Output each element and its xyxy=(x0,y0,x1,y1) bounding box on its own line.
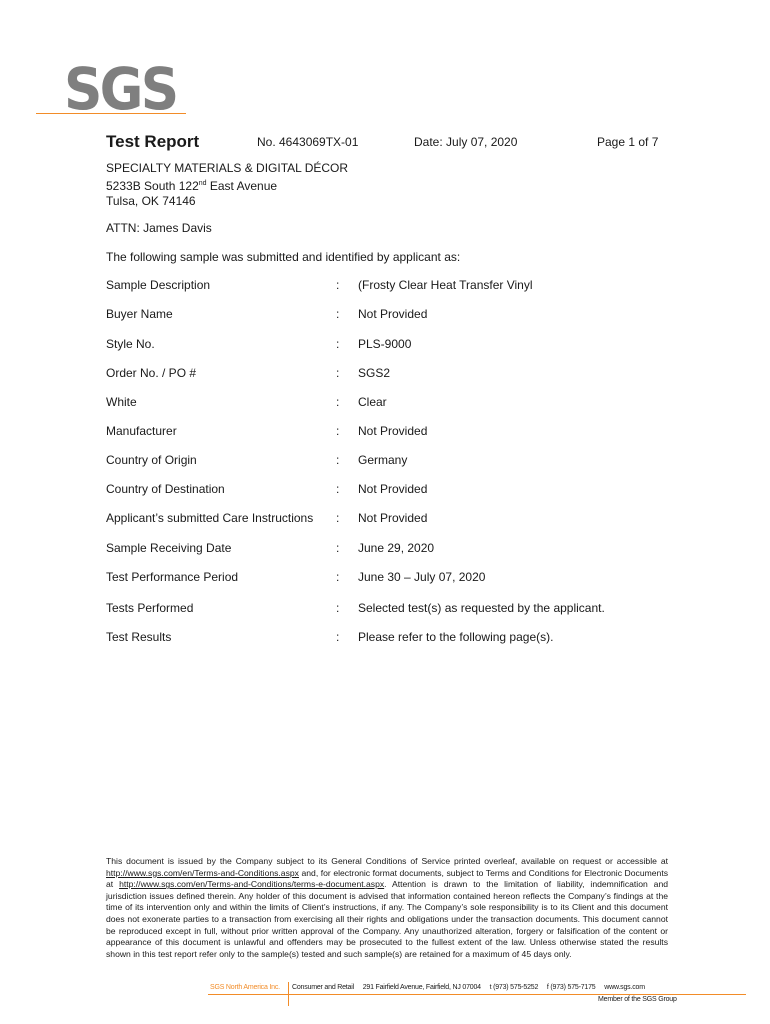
detail-row-order-no xyxy=(106,366,666,382)
detail-value: Not Provided xyxy=(358,482,428,496)
intro-text: The following sample was submitted and identified by applicant as: xyxy=(106,250,461,264)
detail-colon: : xyxy=(336,307,340,321)
detail-row-performance-period xyxy=(106,570,666,586)
detail-row-country-of-origin xyxy=(106,453,666,469)
attention-line: ATTN: James Davis xyxy=(106,221,212,235)
street-start: 5233B South 122 xyxy=(106,179,199,193)
footer-company: SGS North America Inc. xyxy=(210,984,280,991)
detail-label: Country of Origin xyxy=(106,453,197,467)
client-city: Tulsa, OK 74146 xyxy=(106,194,196,208)
logo-underline xyxy=(36,113,186,114)
legal-disclaimer xyxy=(106,856,668,960)
detail-value: PLS-9000 xyxy=(358,337,412,351)
detail-row-white xyxy=(106,395,666,411)
detail-colon: : xyxy=(336,541,340,555)
detail-label: Sample Receiving Date xyxy=(106,541,232,555)
footer-phone: t (973) 575-5252 xyxy=(489,984,539,991)
detail-row-care-instructions xyxy=(106,511,666,527)
detail-colon: : xyxy=(336,337,340,351)
footer-member: Member of the SGS Group xyxy=(598,996,677,1003)
detail-colon: : xyxy=(336,424,340,438)
detail-value: Not Provided xyxy=(358,307,428,321)
client-address xyxy=(106,161,348,209)
detail-label: Sample Description xyxy=(106,278,211,292)
street-ordinal: nd xyxy=(198,180,207,187)
e-document-terms-link[interactable]: http://www.sgs.com/en/Terms-and-Conditions/terms-e-document.aspx xyxy=(119,879,385,890)
disclaimer-text-3: . Attention is drawn to the limitation of liability, indemnification and jurisdiction issues defined therein. Any holder of this document is advised that information contained hereon reflects the Company’s findings at the time of its intervention only and within the limits of Client’s instructions, if any. The Company’s sole responsibility is to its Client and this document does not exonerate parties to a transaction from exercising all their rights and obligations under the transaction documents. This document cannot be reproduced except in full, without prior written approval of the Company. Any unauthorized alteration, forgery or falsification of the content or appearance of this document is unlawful and offenders may be prosecuted to the fullest extent of the law. Unless otherwise stated the results shown in this test report refer only to the sample(s) tested and such sample(s) are retained for a maximum of 45 days only. xyxy=(106,879,668,959)
detail-row-sample-description xyxy=(106,278,666,294)
sgs-logo: SGS xyxy=(64,55,177,123)
detail-label: White xyxy=(106,395,137,409)
detail-colon: : xyxy=(336,366,340,380)
detail-label: Order No. / PO # xyxy=(106,366,197,380)
detail-value: Not Provided xyxy=(358,511,428,525)
detail-row-test-results xyxy=(106,630,666,646)
detail-label: Style No. xyxy=(106,337,155,351)
detail-colon: : xyxy=(336,511,340,525)
detail-label: Manufacturer xyxy=(106,424,177,438)
detail-colon: : xyxy=(336,601,340,615)
detail-value: Not Provided xyxy=(358,424,428,438)
detail-value: Clear xyxy=(358,395,387,409)
detail-colon: : xyxy=(336,570,340,584)
detail-row-manufacturer xyxy=(106,424,666,440)
footer-address: 291 Fairfield Avenue, Fairfield, NJ 07004 xyxy=(362,984,481,991)
footer-website: www.sgs.com xyxy=(604,984,645,991)
detail-label: Test Results xyxy=(106,630,172,644)
footer-fax: f (973) 575-7175 xyxy=(546,984,596,991)
detail-colon: : xyxy=(336,395,340,409)
disclaimer-text-2: and, for electronic format documents, subject to Terms and Conditions for Electronic Documents at xyxy=(106,867,668,890)
detail-label: Country of Destination xyxy=(106,482,225,496)
footer-contact xyxy=(292,984,652,991)
report-title: Test Report xyxy=(106,132,200,151)
detail-row-country-of-destination xyxy=(106,482,666,498)
detail-value: Selected test(s) as requested by the applicant. xyxy=(358,601,605,615)
footer-division: Consumer and Retail xyxy=(292,984,354,991)
detail-row-receiving-date xyxy=(106,541,666,557)
report-header xyxy=(106,132,666,152)
detail-row-buyer-name xyxy=(106,307,666,323)
detail-label: Tests Performed xyxy=(106,601,194,615)
disclaimer-text-1: This document is issued by the Company subject to its General Conditions of Service printed overleaf, available on request or accessible at xyxy=(106,856,668,866)
client-street xyxy=(106,176,348,194)
detail-value: Please refer to the following page(s). xyxy=(358,630,554,644)
street-end: East Avenue xyxy=(206,179,278,193)
detail-row-style-no xyxy=(106,337,666,353)
detail-colon: : xyxy=(336,453,340,467)
detail-row-tests-performed xyxy=(106,601,666,617)
detail-value: June 30 – July 07, 2020 xyxy=(358,570,486,584)
detail-colon: : xyxy=(336,482,340,496)
detail-value: SGS2 xyxy=(358,366,391,380)
report-date: Date: July 07, 2020 xyxy=(414,135,518,149)
detail-value: (Frosty Clear Heat Transfer Vinyl xyxy=(358,278,533,292)
detail-label: Test Performance Period xyxy=(106,570,239,584)
client-company: SPECIALTY MATERIALS & DIGITAL DÉCOR xyxy=(106,161,349,175)
terms-link[interactable]: http://www.sgs.com/en/Terms-and-Conditions.aspx xyxy=(106,867,299,878)
report-number: No. 4643069TX-01 xyxy=(257,135,359,149)
detail-value: Germany xyxy=(358,453,408,467)
detail-label: Buyer Name xyxy=(106,307,173,321)
footer-separator xyxy=(288,982,289,1006)
detail-label: Applicant’s submitted Care Instructions xyxy=(106,511,314,525)
page-number: Page 1 of 7 xyxy=(597,135,659,149)
detail-colon: : xyxy=(336,278,340,292)
detail-colon: : xyxy=(336,630,340,644)
detail-value: June 29, 2020 xyxy=(358,541,435,555)
